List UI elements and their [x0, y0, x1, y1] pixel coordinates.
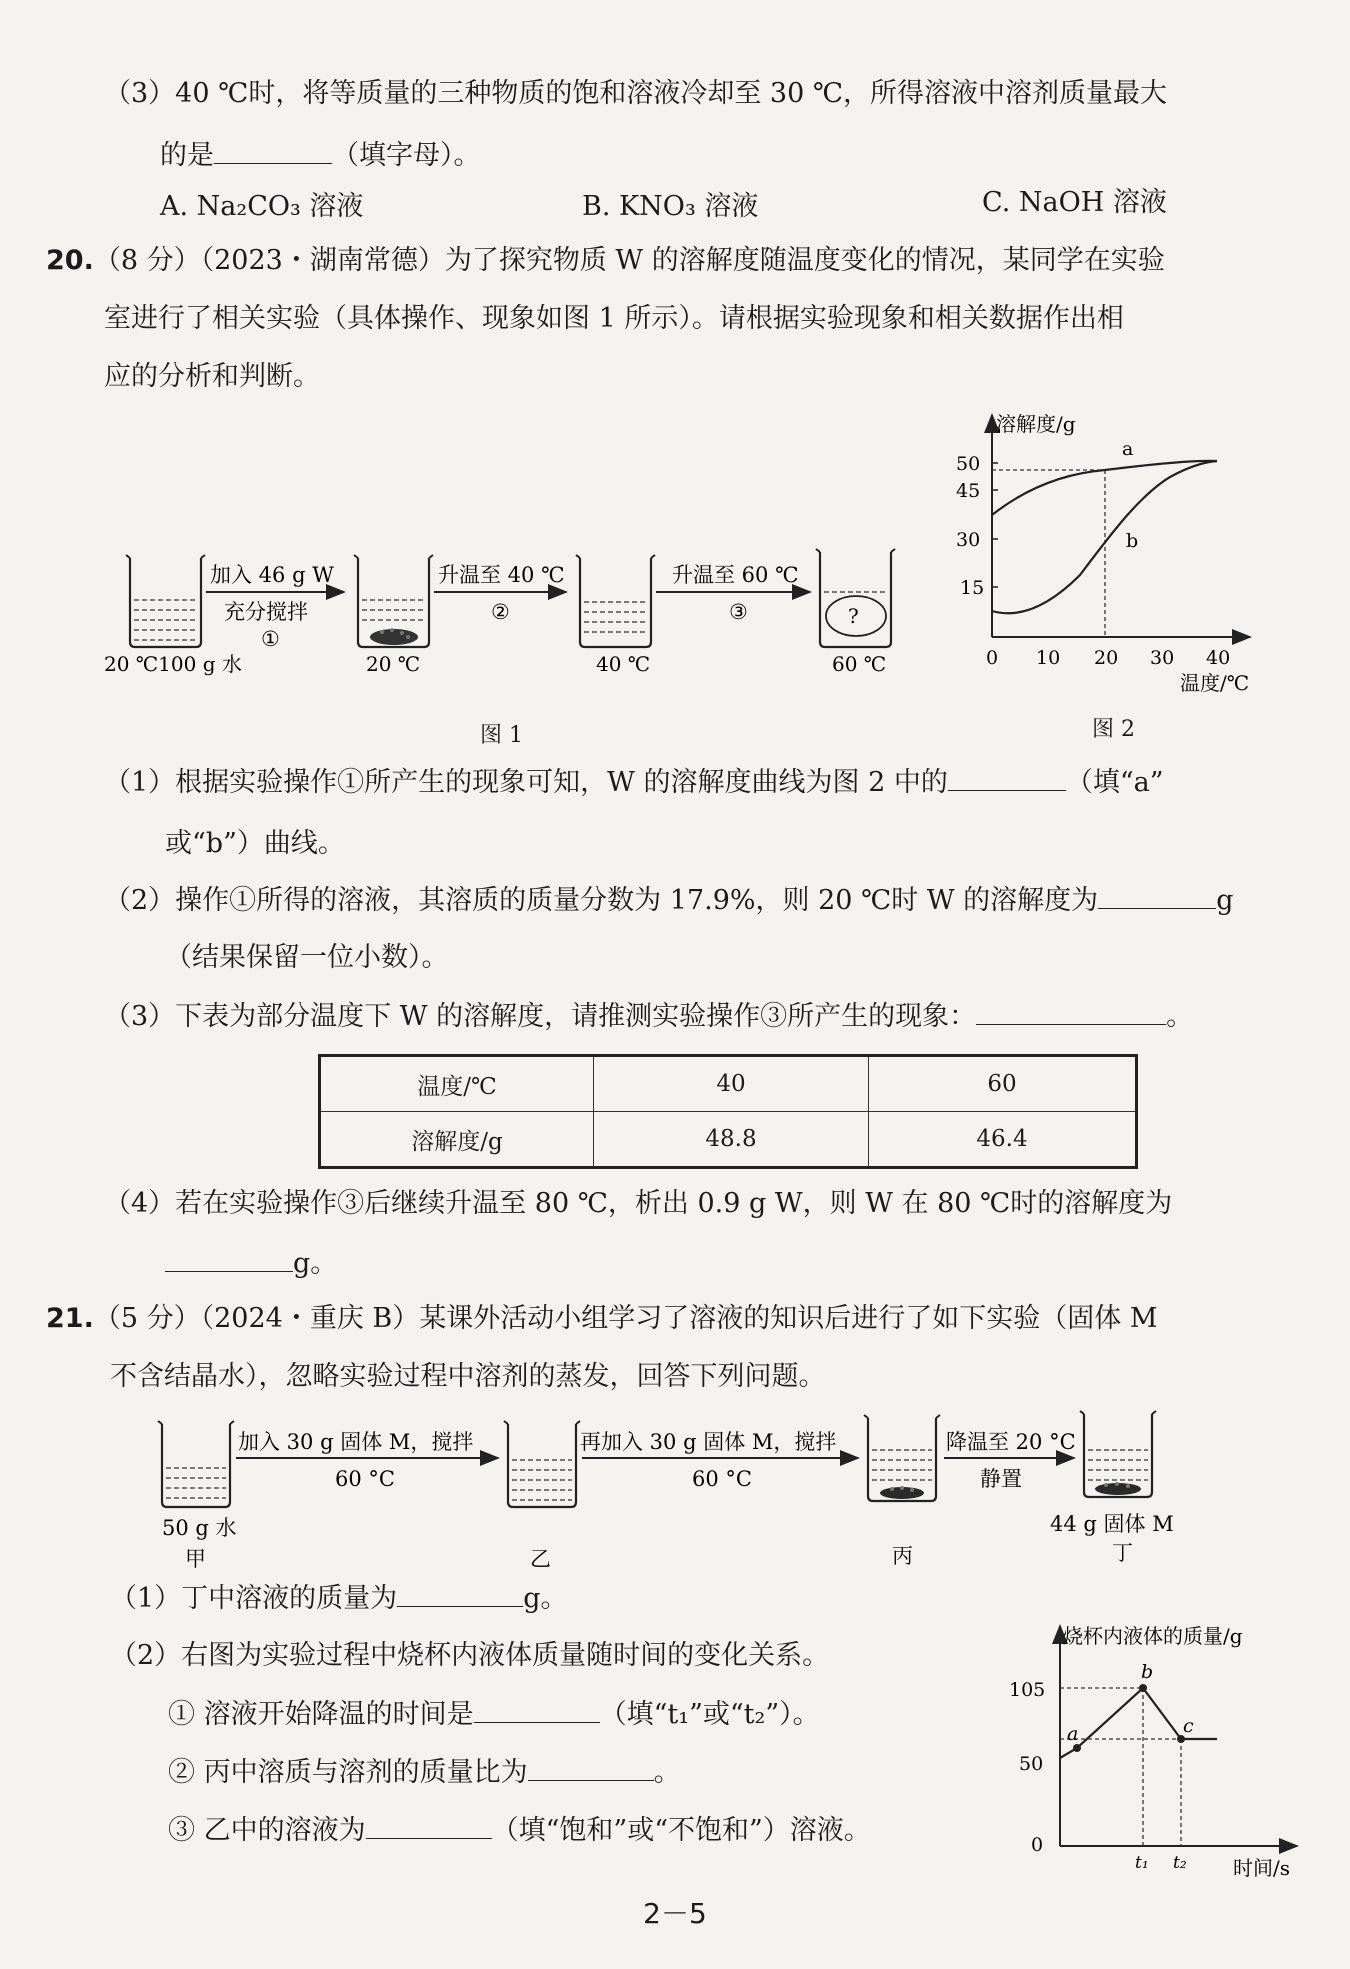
beaker-jia-note: 50 g 水 [162, 1516, 237, 1540]
q20-intro-line1: 20.（8 分）（2023・湖南常德）为了探究物质 W 的溶解度随温度变化的情况，某同学在实验 [46, 245, 1165, 276]
table-row [320, 1112, 1137, 1168]
beaker-3 [576, 555, 655, 647]
answer-blank[interactable] [528, 1752, 654, 1781]
y-tick-30: 30 [956, 529, 981, 551]
x-tick-10: 10 [1036, 647, 1061, 669]
beaker4-label: 60 ℃ [832, 652, 887, 676]
question-number: 21. [46, 1303, 94, 1334]
beaker-yi-label: 乙 [530, 1547, 551, 1571]
point-a-label: a [1067, 1723, 1079, 1745]
beaker-jia-label: 甲 [185, 1547, 206, 1571]
step1-label-top: 加入 46 g W [210, 563, 334, 587]
answer-blank[interactable] [397, 1578, 523, 1607]
table-cell: 60 [869, 1056, 1137, 1112]
table-cell: 48.8 [594, 1112, 869, 1168]
q21-step1-top: 加入 30 g 固体 M，搅拌 [238, 1430, 474, 1454]
figure2-caption: 图 2 [1092, 717, 1135, 742]
beaker1-label: 20 ℃100 g 水 [104, 652, 242, 676]
q19-part3-line1: （3）40 ℃时，将等质量的三种物质的饱和溶液冷却至 30 ℃，所得溶液中溶剂质量最大 [104, 78, 1168, 109]
question-number: 20. [46, 245, 94, 276]
x-tick-20: 20 [1094, 647, 1119, 669]
q19-option-b: B. KNO₃ 溶液 [582, 191, 759, 222]
q21-part2: （2）右图为实验过程中烧杯内液体质量随时间的变化关系。 [110, 1640, 830, 1671]
q21-step3-top: 降温至 20 °C [946, 1430, 1076, 1454]
table-cell: 46.4 [869, 1112, 1137, 1168]
y-tick-50: 50 [956, 453, 981, 475]
q21-y-axis-label: 烧杯内液体的质量/g [1063, 1624, 1243, 1648]
y-tick-45: 45 [956, 480, 981, 502]
unknown-phenomenon-mark: ? [848, 604, 859, 628]
step1-number: ① [261, 627, 280, 651]
q20-part1-line2: 或“b”）曲线。 [165, 828, 345, 859]
beaker2-label: 20 ℃ [366, 652, 421, 676]
step1-label-bottom: 充分搅拌 [224, 600, 308, 624]
table-cell: 温度/℃ [320, 1056, 594, 1112]
step2-number: ② [491, 600, 510, 624]
q19-part3-line2: 的是 （填字母）。 [160, 135, 481, 176]
answer-blank[interactable] [976, 996, 1166, 1025]
x-tick-0: 0 [986, 647, 999, 669]
point-a [1073, 1744, 1081, 1752]
beaker-2 [354, 555, 433, 647]
q21-part1: （1）丁中溶液的质量为 g。 [110, 1578, 567, 1619]
beaker-yi [504, 1421, 580, 1507]
q20-part2-line2: （结果保留一位小数）。 [165, 942, 449, 973]
table-row [320, 1056, 1137, 1112]
answer-blank[interactable] [1098, 880, 1216, 909]
step2-label: 升温至 40 ℃ [438, 563, 565, 587]
q20-figure2-graph [950, 405, 1280, 705]
q21-intro-line2: 不含结晶水），忽略实验过程中溶剂的蒸发，回答下列问题。 [110, 1361, 826, 1392]
table-cell: 40 [594, 1056, 869, 1112]
step3-number: ③ [729, 600, 748, 624]
t1-label: t₁ [1135, 1853, 1149, 1873]
q20-intro-line2: 室进行了相关实验（具体操作、现象如图 1 所示）。请根据实验现象和相关数据作出相 [104, 303, 1124, 334]
q21-mass-time-graph [995, 1618, 1305, 1883]
beaker-jia [158, 1421, 234, 1507]
q21-intro-line1: 21.（5 分）（2024・重庆 B）某课外活动小组学习了溶液的知识后进行了如下实验（固体 M [46, 1303, 1158, 1334]
q21-process-diagram [140, 1410, 1200, 1580]
step3-label: 升温至 60 ℃ [672, 563, 799, 587]
curve-b-label: b [1126, 530, 1139, 552]
beaker-4 [816, 549, 895, 647]
page-number: 2－5 [643, 1897, 707, 1930]
figure1-caption: 图 1 [480, 723, 523, 748]
point-b-label: b [1141, 1661, 1154, 1683]
q21-step3-bottom: 静置 [980, 1467, 1022, 1491]
point-b [1139, 1684, 1147, 1692]
answer-blank[interactable] [214, 135, 332, 164]
beaker3-label: 40 ℃ [596, 652, 651, 676]
q21-step2-bottom: 60 °C [692, 1467, 752, 1491]
solubility-table [318, 1054, 1138, 1169]
q20-part4-line2: g。 [165, 1243, 337, 1284]
t2-label: t₂ [1173, 1853, 1187, 1873]
beaker-ding-label: 丁 [1112, 1541, 1133, 1565]
q21-sub1: ① 溶液开始降温的时间是 （填“t₁”或“t₂”）。 [168, 1694, 820, 1735]
q21-y-tick-50: 50 [1019, 1753, 1044, 1775]
y-tick-15: 15 [960, 577, 985, 599]
point-c-label: c [1183, 1715, 1194, 1737]
beaker-ding [1080, 1411, 1156, 1497]
q21-y-tick-105: 105 [1009, 1679, 1046, 1701]
q20-figure1-diagram [96, 530, 916, 690]
q21-sub3: ③ 乙中的溶液为 （填“饱和”或“不饱和”）溶液。 [168, 1810, 871, 1851]
answer-blank[interactable] [165, 1243, 293, 1272]
answer-blank[interactable] [366, 1810, 492, 1839]
q20-part4-line1: （4）若在实验操作③后继续升温至 80 ℃，析出 0.9 g W，则 W 在 80 ℃时的溶解度为 [104, 1188, 1173, 1219]
q21-x-axis-label: 时间/s [1233, 1856, 1291, 1880]
q20-part2-line1: （2）操作①所得的溶液，其溶质的质量分数为 17.9%，则 20 ℃时 W 的溶解度为 g [104, 880, 1233, 921]
x-tick-40: 40 [1206, 647, 1231, 669]
q20-intro-line3: 应的分析和判断。 [104, 361, 320, 392]
table-cell: 溶解度/g [320, 1112, 594, 1168]
q20-part3-line: （3）下表为部分温度下 W 的溶解度，请推测实验操作③所产生的现象： 。 [104, 996, 1193, 1037]
curve-a-label: a [1122, 438, 1134, 460]
q21-step2-top: 再加入 30 g 固体 M，搅拌 [580, 1430, 837, 1454]
y-axis-label: 溶解度/g [996, 412, 1076, 436]
q21-sub2: ② 丙中溶质与溶剂的质量比为 。 [168, 1752, 681, 1793]
q19-option-a: A. Na₂CO₃ 溶液 [160, 191, 364, 222]
beaker-ding-note: 44 g 固体 M [1050, 1512, 1174, 1536]
beaker-1 [126, 555, 205, 647]
q21-y-tick-0: 0 [1031, 1834, 1044, 1856]
beaker-bing [864, 1415, 940, 1501]
beaker-bing-label: 丙 [892, 1544, 913, 1568]
x-tick-30: 30 [1150, 647, 1175, 669]
q19-option-c: C. NaOH 溶液 [982, 187, 1167, 218]
answer-blank[interactable] [948, 762, 1066, 791]
q21-step1-bottom: 60 °C [335, 1467, 395, 1491]
x-axis-label: 温度/℃ [1180, 671, 1250, 695]
q20-part1-line1: （1）根据实验操作①所产生的现象可知，W 的溶解度曲线为图 2 中的 （填“a” [104, 762, 1164, 803]
answer-blank[interactable] [474, 1694, 600, 1723]
